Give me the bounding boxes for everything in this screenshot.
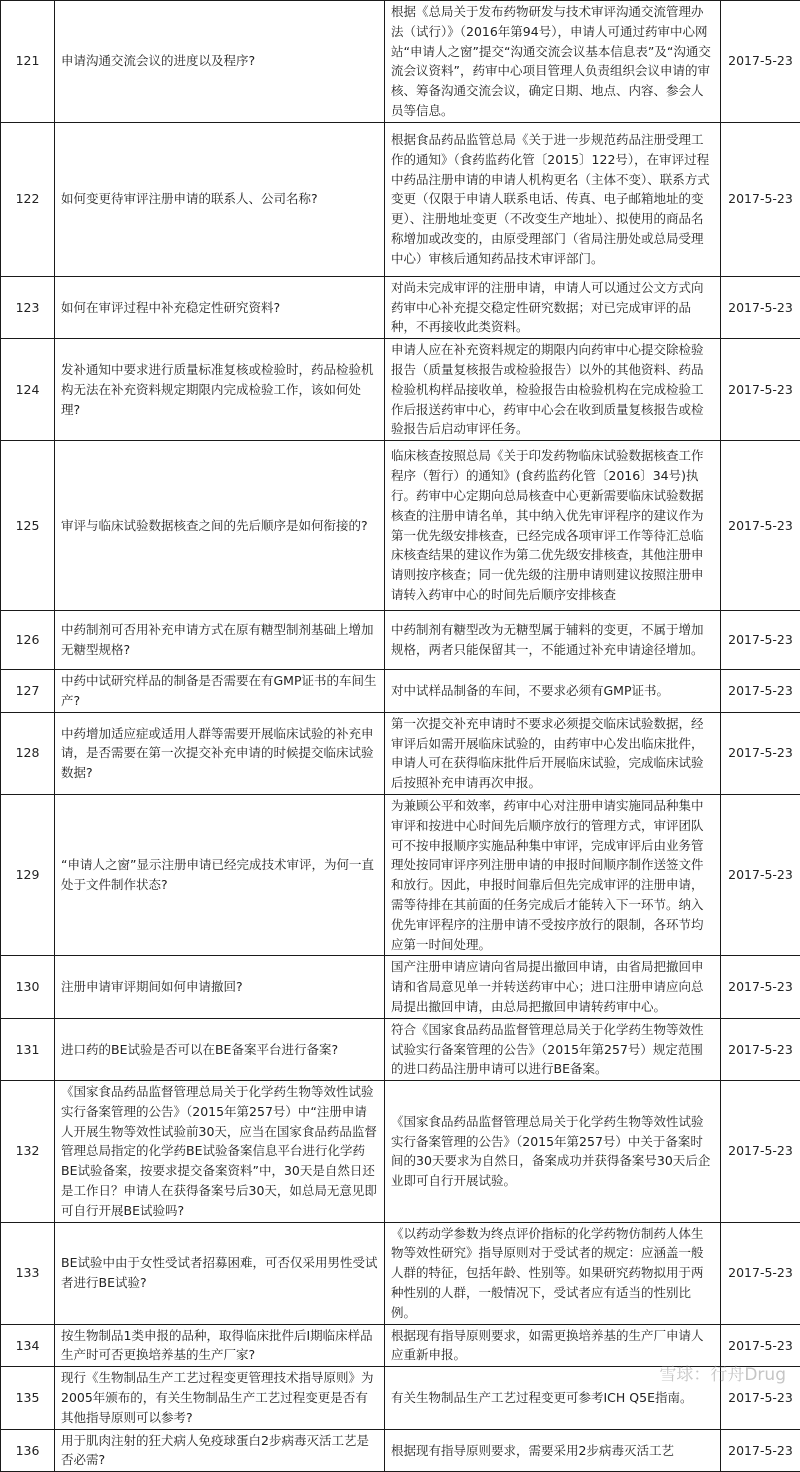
- row-number: 121: [1, 1, 55, 123]
- qa-table-body: [1, 1, 800, 1472]
- answer-cell: 中药制剂有糖型改为无糖型属于辅料的变更，不属于增加规格，两者只能保留其一，不能通过补充申请途径增加。: [385, 611, 721, 670]
- date-cell: 2017-5-23: [721, 1, 800, 123]
- answer-cell: 根据现有指导原则要求，如需更换培养基的生产厂申请人应重新申报。: [385, 1324, 721, 1367]
- date-cell: 2017-5-23: [721, 670, 800, 713]
- row-number: 136: [1, 1429, 55, 1472]
- answer-cell: 临床核查按照总局《关于印发药物临床试验数据核查工作程序（暂行）的通知》(食药监药化管〔2016〕34号)执行。药审中心定期向总局核查中心更新需要临床试验数据核查的注册申请名单，其中纳入优先审评程序的建议作为第一优先级安排核查，已经完成各项审评工作等待汇总临床核查结果的建议作为第二优先级安排核查，其他注册申请则按序核查；同一优先级的注册申请则建议按照注册申请转入药审中心的时间先后顺序安排核查: [385, 441, 721, 611]
- watermark: 雪球：行舟Drug: [659, 1360, 786, 1385]
- date-cell: 2017-5-23: [721, 1324, 800, 1367]
- table-row: [1, 794, 800, 955]
- table-row: [1, 1367, 800, 1429]
- question-cell: 现行《生物制品生产工艺过程变更管理技术指导原则》为2005年颁布的，有关生物制品生产工艺过程变更是否有其他指导原则可以参考?: [55, 1367, 385, 1429]
- table-row: [1, 1222, 800, 1324]
- date-cell: 2017-5-23: [721, 441, 800, 611]
- question-cell: 注册申请审评期间如何申请撤回?: [55, 956, 385, 1018]
- question-cell: 进口药的BE试验是否可以在BE备案平台进行备案?: [55, 1018, 385, 1080]
- question-cell: 按生物制品1类申报的品种，取得临床批件后Ⅰ期临床样品生产时可否更换培养基的生产厂家?: [55, 1324, 385, 1367]
- table-row: [1, 441, 800, 611]
- date-cell: 2017-5-23: [721, 122, 800, 276]
- row-number: 126: [1, 611, 55, 670]
- date-cell: 2017-5-23: [721, 956, 800, 1018]
- row-number: 132: [1, 1081, 55, 1223]
- question-cell: 中药制剂可否用补充申请方式在原有糖型制剂基础上增加无糖型规格?: [55, 611, 385, 670]
- row-number: 131: [1, 1018, 55, 1080]
- date-cell: 2017-5-23: [721, 794, 800, 955]
- table-row: [1, 1429, 800, 1472]
- answer-cell: 申请人应在补充资料规定的期限内向药审中心提交除检验报告（质量复核报告或检验报告）以外的其他资料、药品检验机构样品接收单，检验报告由检验机构在完成检验工作后报送药审中心，药审中心会在收到质量复核报告或检验报告后启动审评任务。: [385, 339, 721, 441]
- row-number: 129: [1, 794, 55, 955]
- answer-cell: 对中试样品制备的车间，不要求必须有GMP证书。: [385, 670, 721, 713]
- table-row: [1, 276, 800, 338]
- table-row: [1, 712, 800, 794]
- table-row: [1, 1081, 800, 1223]
- row-number: 124: [1, 339, 55, 441]
- answer-cell: 有关生物制品生产工艺过程变更可参考ICH Q5E指南。: [385, 1367, 721, 1429]
- answer-cell: 符合《国家食品药品监督管理总局关于化学药生物等效性试验实行备案管理的公告》（2015年第257号）规定范围的进口药品注册申请可以进行BE备案。: [385, 1018, 721, 1080]
- date-cell: 2017-5-23: [721, 1367, 800, 1429]
- table-row: [1, 1018, 800, 1080]
- answer-cell: 第一次提交补充申请时不要求必须提交临床试验数据，经审评后如需开展临床试验的，由药审中心发出临床批件，申请人可在获得临床批件后开展临床试验，完成临床试验后按照补充申请再次申报。: [385, 712, 721, 794]
- question-cell: BE试验中由于女性受试者招募困难，可否仅采用男性受试者进行BE试验?: [55, 1222, 385, 1324]
- question-cell: 用于肌肉注射的狂犬病人免疫球蛋白2步病毒灭活工艺是否必需?: [55, 1429, 385, 1472]
- date-cell: 2017-5-23: [721, 339, 800, 441]
- question-cell: 发补通知中要求进行质量标准复核或检验时，药品检验机构无法在补充资料规定期限内完成检验工作，该如何处理?: [55, 339, 385, 441]
- question-cell: 如何变更待审评注册申请的联系人、公司名称?: [55, 122, 385, 276]
- table-row: [1, 670, 800, 713]
- question-cell: “申请人之窗”显示注册申请已经完成技术审评，为何一直处于文件制作状态?: [55, 794, 385, 955]
- row-number: 123: [1, 276, 55, 338]
- table-row: [1, 339, 800, 441]
- date-cell: 2017-5-23: [721, 1222, 800, 1324]
- answer-cell: 根据现有指导原则要求，需要采用2步病毒灭活工艺: [385, 1429, 721, 1472]
- table-row: [1, 122, 800, 276]
- row-number: 128: [1, 712, 55, 794]
- row-number: 133: [1, 1222, 55, 1324]
- answer-cell: 国产注册申请应请向省局提出撤回申请，由省局把撤回申请和省局意见单一并转送药审中心；进口注册申请应向总局提出撤回申请，由总局把撤回申请转药审中心。: [385, 956, 721, 1018]
- date-cell: 2017-5-23: [721, 611, 800, 670]
- answer-cell: 《国家食品药品监督管理总局关于化学药生物等效性试验实行备案管理的公告》（2015年第257号）中关于备案时间的30天要求为自然日，备案成功并获得备案号30天后企业即可自行开展试验。: [385, 1081, 721, 1223]
- answer-cell: 《以药动学参数为终点评价指标的化学药物仿制药人体生物等效性研究》指导原则对于受试者的规定：应涵盖一般人群的特征，包括年龄、性别等。如果研究药物拟用于两种性别的人群，一般情况下，受试者应有适当的性别比例。: [385, 1222, 721, 1324]
- row-number: 122: [1, 122, 55, 276]
- table-row: [1, 611, 800, 670]
- answer-cell: 对尚未完成审评的注册申请，申请人可以通过公文方式向药审中心补充提交稳定性研究数据；对已完成审评的品种，不再接收此类资料。: [385, 276, 721, 338]
- answer-cell: 为兼顾公平和效率，药审中心对注册申请实施同品种集中审评和按进中心时间先后顺序放行的管理方式，审评团队可不按申报顺序实施品种集中审评，完成审评后由业务管理处按同审评序列注册申请的申报时间顺序制作送签文件和放行。因此，申报时间靠后但先完成审评的注册申请，需等待排在其前面的任务完成后才能转入下一环节。纳入优先审评程序的注册申请不受按序放行的限制，各环节均应第一时间处理。: [385, 794, 721, 955]
- row-number: 127: [1, 670, 55, 713]
- question-cell: 《国家食品药品监督管理总局关于化学药生物等效性试验实行备案管理的公告》（2015年第257号）中“注册申请人开展生物等效性试验前30天，应当在国家食品药品监督管理总局指定的化学药BE试验备案信息平台进行化学药BE试验备案，按要求提交备案资料”中，30天是自然日还是工作日？申请人在获得备案号后30天，如总局无意见即可自行开展BE试验吗?: [55, 1081, 385, 1223]
- date-cell: 2017-5-23: [721, 1081, 800, 1223]
- answer-cell: 根据食品药品监管总局《关于进一步规范药品注册受理工作的通知》（食药监药化管〔2015〕122号），在审评过程中药品注册申请的申请人机构更名（主体不变）、联系方式变更（仅限于申请人联系电话、传真、电子邮箱地址的变更）、注册地址变更（不改变生产地址）、拟使用的商品名称增加或改变的，由原受理部门（省局注册处或总局受理中心）审核后通知药品技术审评部门。: [385, 122, 721, 276]
- date-cell: 2017-5-23: [721, 1018, 800, 1080]
- row-number: 134: [1, 1324, 55, 1367]
- question-cell: 如何在审评过程中补充稳定性研究资料?: [55, 276, 385, 338]
- row-number: 130: [1, 956, 55, 1018]
- question-cell: 中药增加适应症或适用人群等需要开展临床试验的补充申请，是否需要在第一次提交补充申请的时候提交临床试验数据?: [55, 712, 385, 794]
- table-row: [1, 1324, 800, 1367]
- row-number: 135: [1, 1367, 55, 1429]
- question-cell: 中药中试研究样品的制备是否需要在有GMP证书的车间生产?: [55, 670, 385, 713]
- question-cell: 审评与临床试验数据核查之间的先后顺序是如何衔接的?: [55, 441, 385, 611]
- table-row: [1, 956, 800, 1018]
- date-cell: 2017-5-23: [721, 276, 800, 338]
- row-number: 125: [1, 441, 55, 611]
- table-row: [1, 1, 800, 123]
- answer-cell: 根据《总局关于发布药物研发与技术审评沟通交流管理办法（试行）》（2016年第94号），申请人可通过药审中心网站“申请人之窗”提交“沟通交流会议基本信息表”及“沟通交流会议资料”，药审中心项目管理人负责组织会议申请的审核、筹备沟通交流会议，确定日期、地点、内容、参会人员等信息。: [385, 1, 721, 123]
- question-cell: 申请沟通交流会议的进度以及程序?: [55, 1, 385, 123]
- date-cell: 2017-5-23: [721, 1429, 800, 1472]
- date-cell: 2017-5-23: [721, 712, 800, 794]
